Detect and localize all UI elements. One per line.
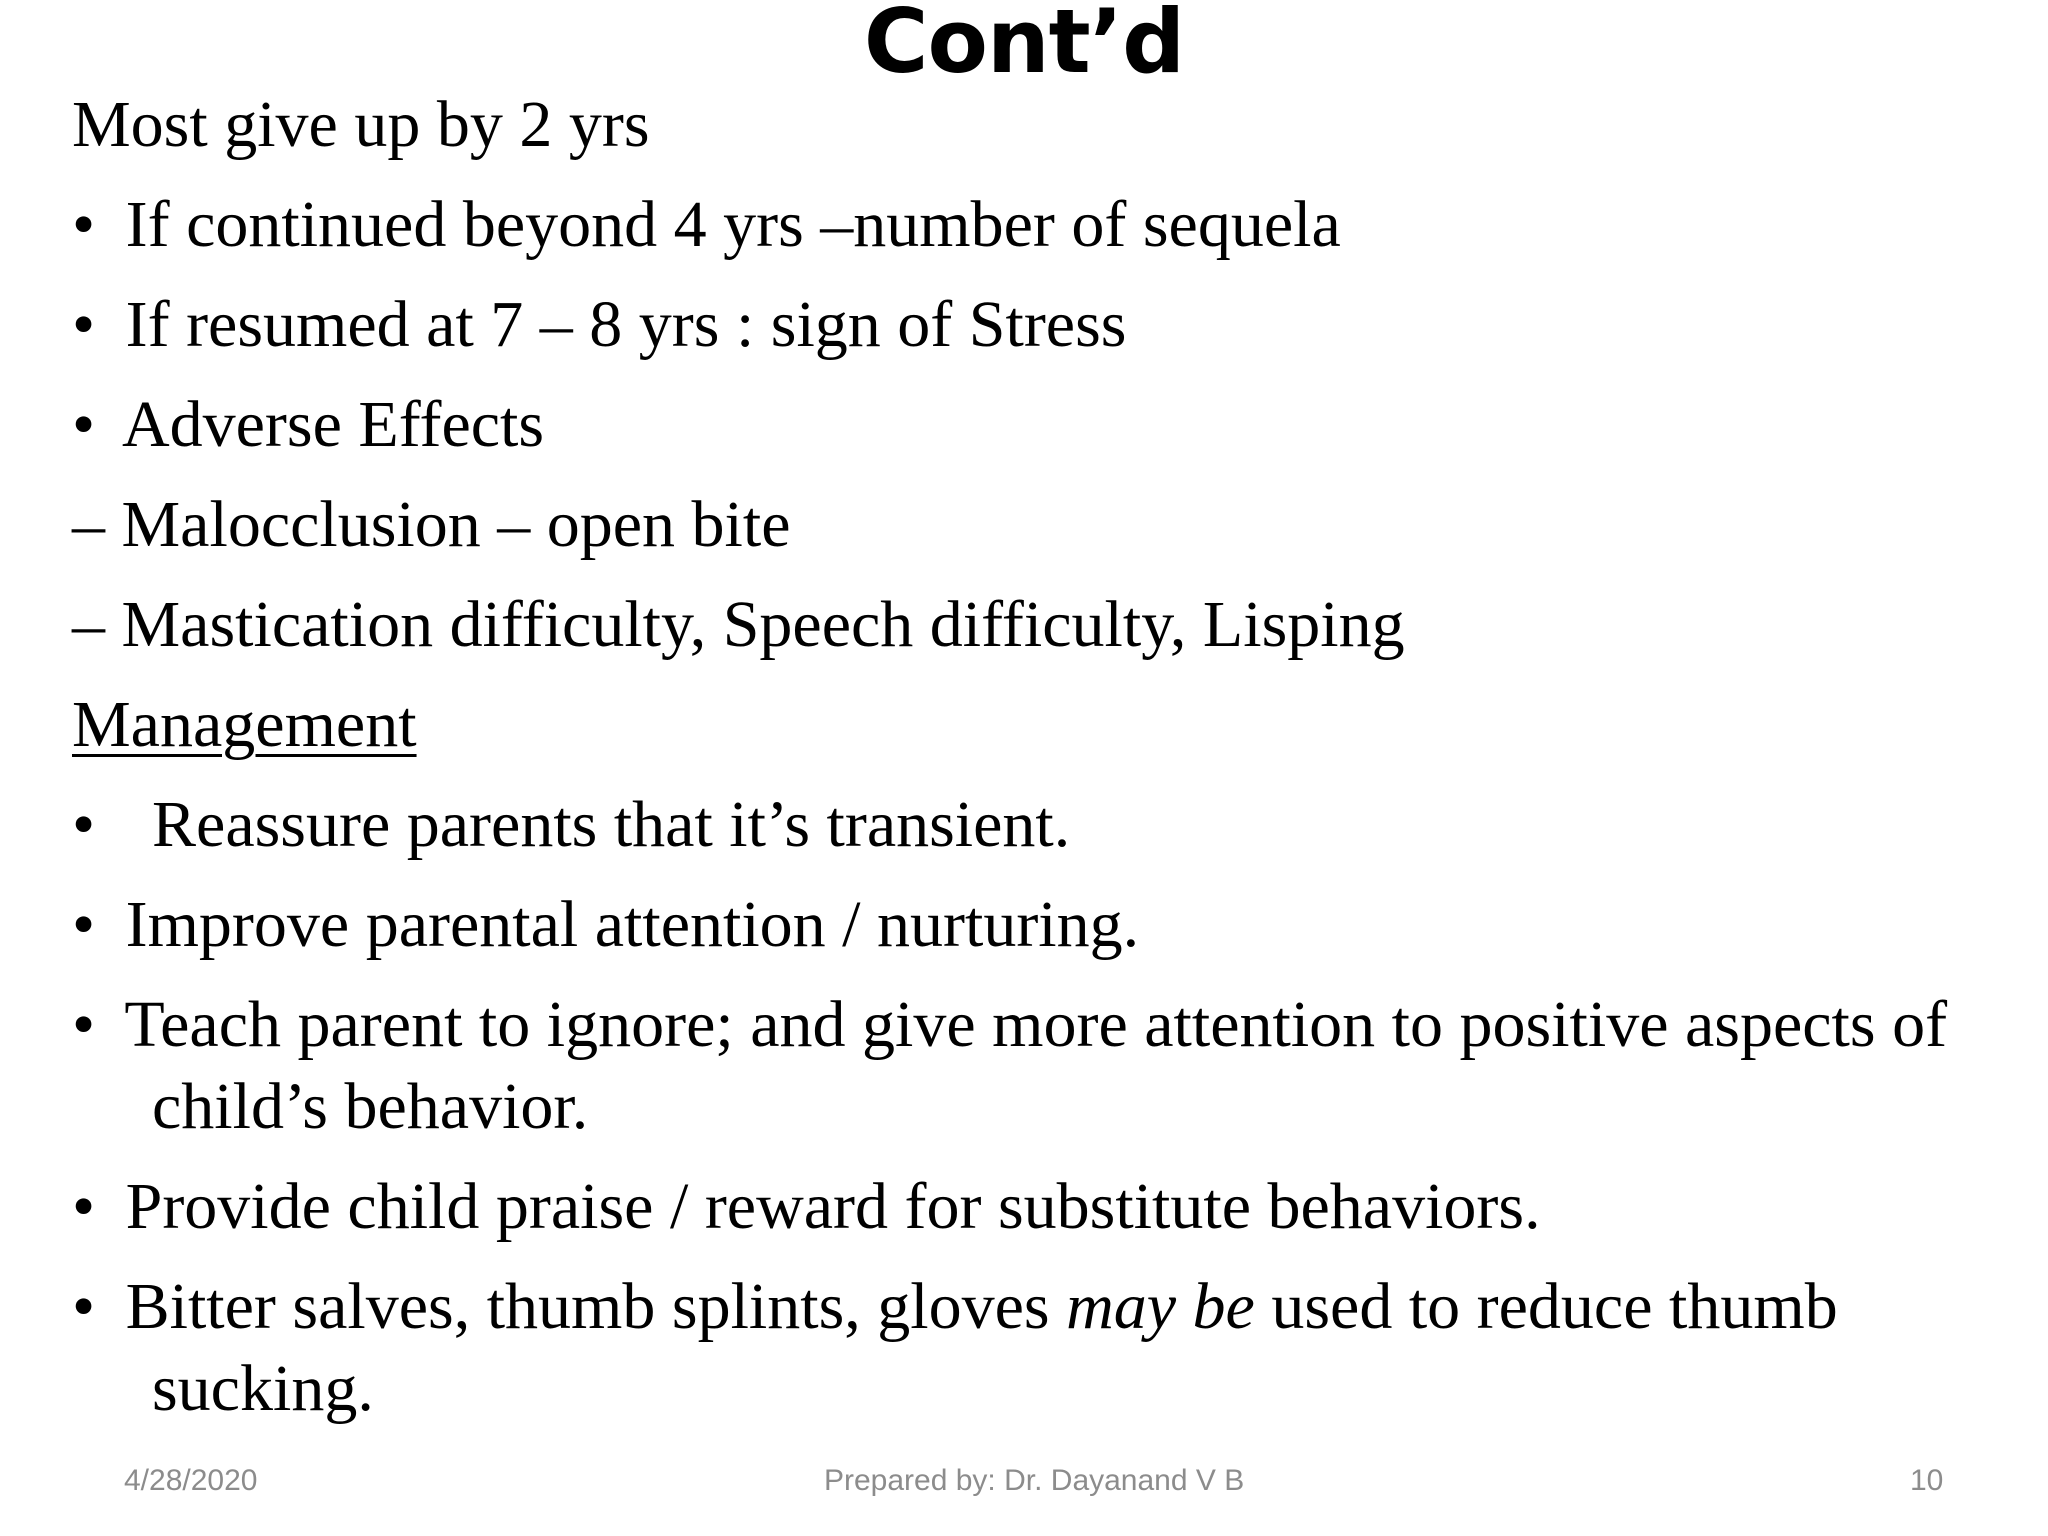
management-item-continuation: child’s behavior.: [152, 1070, 589, 1143]
bullet-icon: •: [72, 188, 96, 261]
management-item-text: used to reduce thumb: [1254, 1270, 1838, 1343]
management-item-emphasis: may be: [1066, 1270, 1255, 1343]
footer-date: 4/28/2020: [124, 1464, 258, 1497]
management-item-text: Reassure parents that it’s transient.: [152, 788, 1071, 861]
footer-page-number: 10: [1910, 1464, 1944, 1497]
bullet-icon: •: [72, 1270, 96, 1343]
bullet-icon: •: [72, 788, 96, 861]
management-item-text: Improve parental attention / nurturing.: [125, 888, 1140, 961]
bullet-icon: •: [72, 288, 96, 361]
management-item-text: Provide child praise / reward for substitute behaviors.: [125, 1170, 1541, 1243]
bullet-item: [72, 188, 1341, 261]
bullet-icon: •: [72, 888, 96, 961]
footer-author: Prepared by: Dr. Dayanand V B: [824, 1464, 1245, 1497]
management-item-text: Bitter salves, thumb splints, gloves: [125, 1270, 1067, 1343]
bullet-item: [72, 388, 545, 461]
adverse-effect-item: – Mastication difficulty, Speech difficulty, Lisping: [72, 588, 1405, 661]
management-heading: Management: [72, 688, 417, 761]
slide-title: Cont’d: [863, 0, 1185, 93]
adverse-effect-item: – Malocclusion – open bite: [72, 488, 791, 561]
management-item: [72, 1270, 1838, 1343]
bullet-text: Adverse Effects: [121, 388, 545, 461]
management-item: [72, 988, 1948, 1061]
management-item: [72, 888, 1140, 961]
intro-line: Most give up by 2 yrs: [72, 88, 650, 161]
management-item: [72, 788, 96, 861]
bullet-icon: •: [72, 988, 96, 1061]
management-item-continuation: sucking.: [152, 1352, 374, 1425]
bullet-icon: •: [72, 1170, 96, 1243]
bullet-icon: •: [72, 388, 96, 461]
bullet-text: If resumed at 7 – 8 yrs : sign of Stress: [125, 288, 1127, 361]
bullet-item: [72, 288, 1127, 361]
management-item: [72, 1170, 1541, 1243]
management-item-text: Teach parent to ignore; and give more attention to positive aspects of: [124, 988, 1948, 1061]
bullet-text: If continued beyond 4 yrs –number of sequela: [125, 188, 1341, 261]
